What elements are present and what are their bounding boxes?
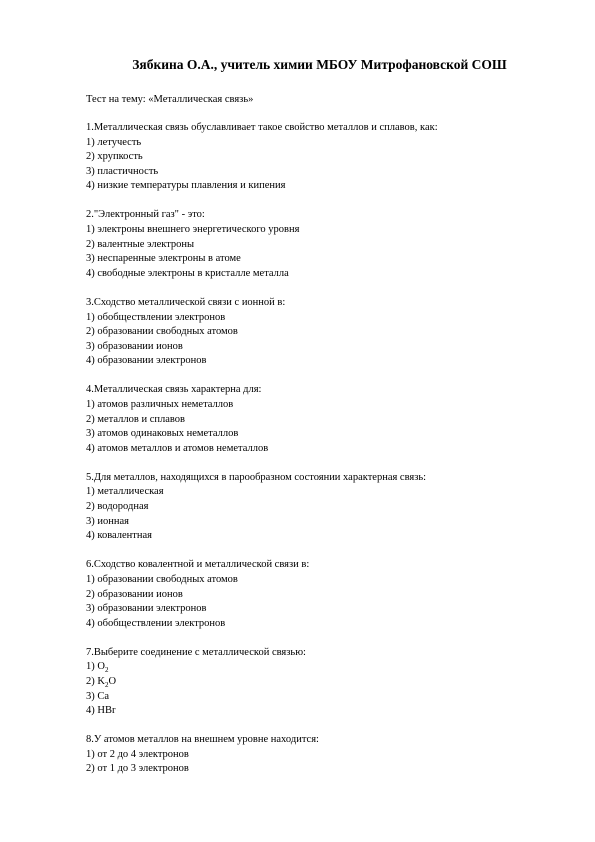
answer-option-formula <box>86 690 566 705</box>
answer-option: 3) ионная <box>86 515 129 527</box>
formula-text: 2) K <box>86 676 105 687</box>
question-text: 1.Металлическая связь обуславливает такое свойство металлов и сплавов, как: <box>86 122 438 133</box>
answer-option: 2) от 1 до 3 электронов <box>86 763 189 775</box>
answer-option: 1) электроны внешнего энергетического уровня <box>86 224 300 236</box>
answer-option: 2) образовании ионов <box>86 588 183 600</box>
answer-option: 2) образовании свободных атомов <box>86 326 238 338</box>
formula-text: 1) O <box>86 661 105 673</box>
answer-option: 1) металлическая <box>86 486 164 498</box>
answer-option: 3) образовании ионов <box>86 340 183 352</box>
answer-option: 2) металлов и сплавов <box>86 413 185 425</box>
formula-subscript: 2 <box>104 666 109 675</box>
answer-option: 4) свободные электроны в кристалле металла <box>86 267 289 279</box>
answer-option: 1) от 2 до 4 электронов <box>86 748 189 760</box>
answer-option: 2) хрупкость <box>86 151 143 163</box>
question-text: 2."Электронный газ" - это: <box>86 209 205 221</box>
question-8 <box>86 733 566 777</box>
question-3 <box>86 296 566 369</box>
answer-option: 3) образовании электронов <box>86 603 207 615</box>
test-subtitle: Тест на тему: «Металлическая связь» <box>86 94 254 105</box>
answer-option: 4) низкие температуры плавления и кипения <box>86 180 286 192</box>
question-2 <box>86 208 566 281</box>
answer-option-formula <box>86 704 566 719</box>
questions-list <box>86 121 566 792</box>
question-text: 8.У атомов металлов на внешнем уровне находится: <box>86 734 319 746</box>
answer-option: 1) летучесть <box>86 136 142 148</box>
formula-text: 3) Ca <box>86 690 110 702</box>
answer-option: 1) обобществлении электронов <box>86 311 226 323</box>
answer-option: 4) ковалентная <box>86 530 152 542</box>
question-6 <box>86 558 566 631</box>
page-title: Зябкина О.А., учитель химии МБОУ Митрофановской СОШ <box>132 57 507 72</box>
answer-option: 4) атомов металлов и атомов неметаллов <box>86 442 269 454</box>
answer-option: 1) атомов различных неметаллов <box>86 399 234 410</box>
answer-option: 2) водородная <box>86 501 149 513</box>
formula-subscript: 2 <box>104 681 109 690</box>
answer-option-formula <box>86 660 566 675</box>
question-text: 6.Сходство ковалентной и металлической связи в: <box>86 559 310 571</box>
answer-option-formula <box>86 675 566 690</box>
answer-option: 2) валентные электроны <box>86 238 195 250</box>
question-text: 3.Сходство металлической связи с ионной в: <box>86 296 286 308</box>
answer-option: 3) атомов одинаковых неметаллов <box>86 428 239 440</box>
answer-option: 1) образовании свободных атомов <box>86 573 238 585</box>
question-text: 5.Для металлов, находящихся в парообразном состоянии характерная связь: <box>86 471 427 483</box>
formula-text: O <box>108 676 117 687</box>
answer-option: 4) образовании электронов <box>86 355 207 367</box>
answer-option: 3) неспаренные электроны в атоме <box>86 253 241 265</box>
question-text: 4.Металлическая связь характерна для: <box>86 384 262 396</box>
question-text: 7.Выберите соединение с металлической связью: <box>86 646 306 658</box>
question-4 <box>86 383 566 456</box>
question-1 <box>86 121 566 194</box>
question-7 <box>86 646 566 719</box>
question-5 <box>86 471 566 544</box>
answer-option: 3) пластичность <box>86 165 159 177</box>
answer-option: 4) обобществлении электронов <box>86 617 226 629</box>
formula-text: 4) HBr <box>86 705 116 717</box>
